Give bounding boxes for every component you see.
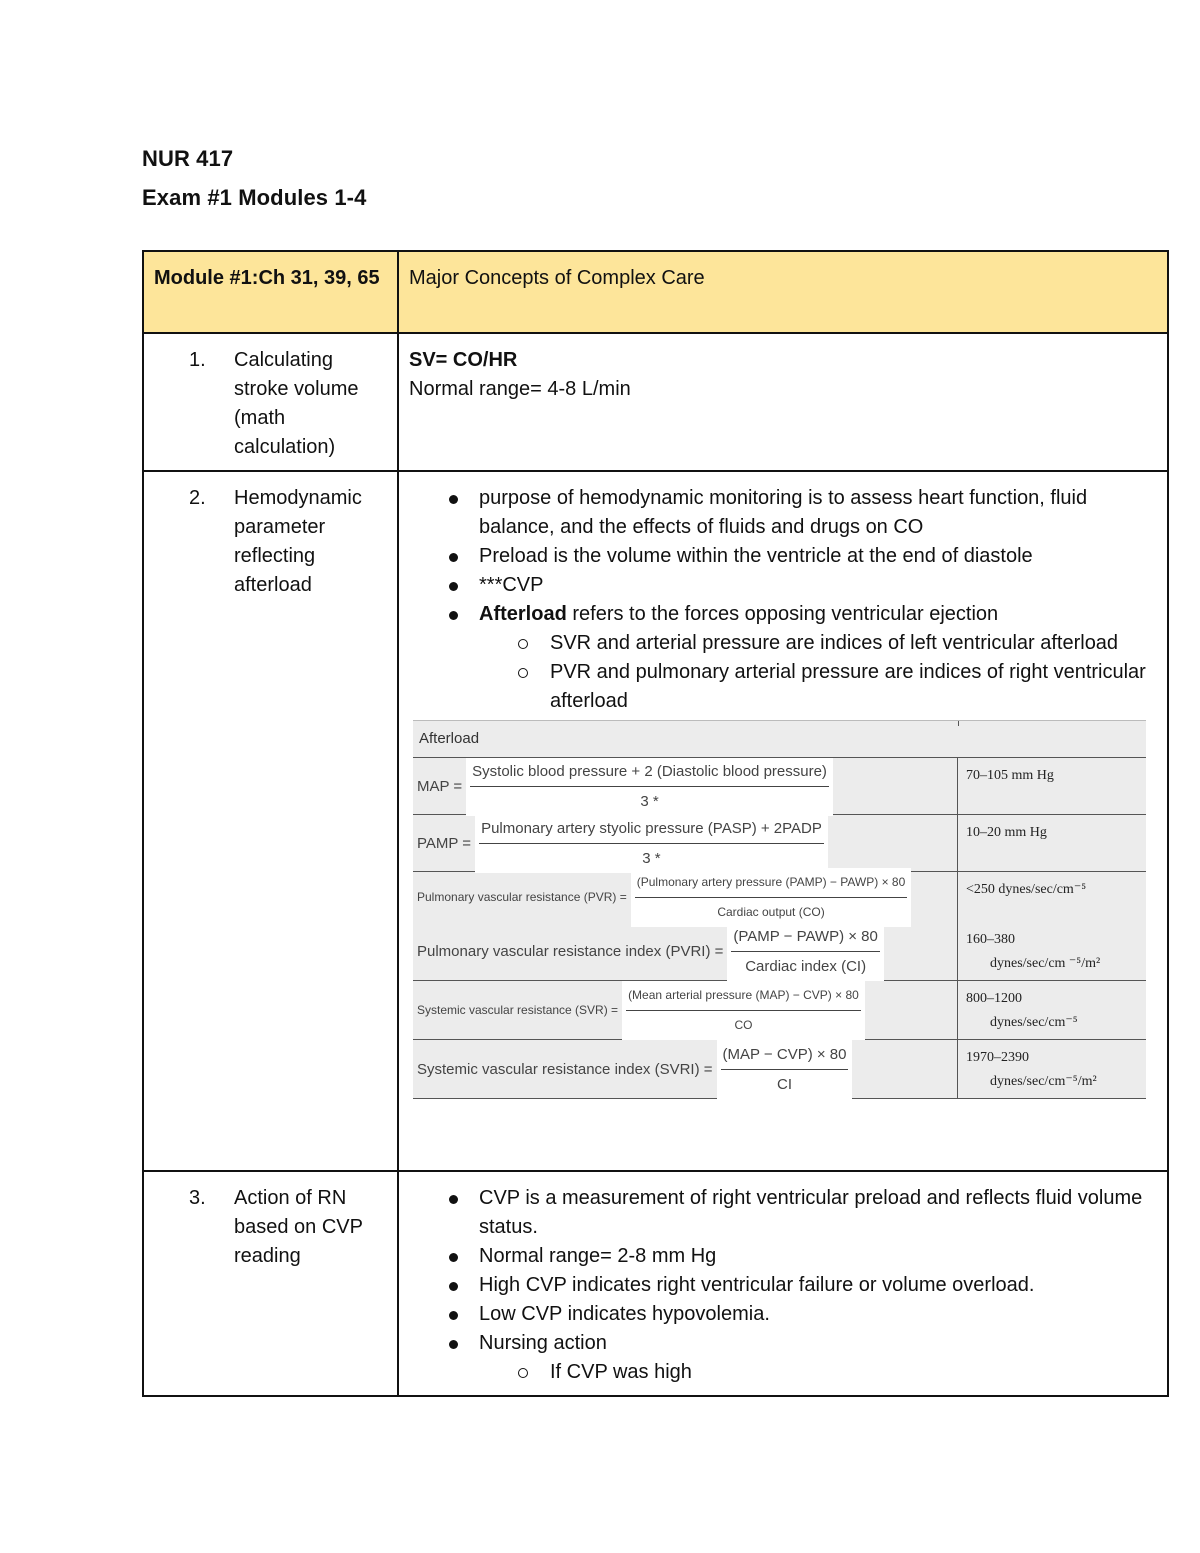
formula-denominator: 3 * <box>640 792 659 810</box>
list-item: ***CVP <box>409 571 1157 600</box>
formula-lhs: PAMP = <box>417 834 472 852</box>
content-cell <box>398 1171 1168 1396</box>
formula-denominator: Cardiac output (CO) <box>717 904 825 919</box>
formula-denominator: 3 * <box>642 849 661 867</box>
table-row <box>143 471 1168 1171</box>
topic-cell <box>143 1171 398 1396</box>
sub-bullet-list <box>479 629 1157 716</box>
list-item: If CVP was high <box>409 1358 1157 1387</box>
list-item <box>409 600 1157 716</box>
formula-denominator: CI <box>777 1075 792 1093</box>
list-item: PVR and pulmonary arterial pressure are indices of right ventricular afterload <box>409 658 1157 716</box>
topic-text: Action of RN based on CVP reading <box>234 1187 363 1267</box>
normal-range-units: dynes/sec/cm⁻⁵/m² <box>990 1074 1097 1089</box>
topic-text: Hemodynamic parameter reflecting afterload <box>234 487 362 596</box>
normal-range-units: dynes/sec/cm ⁻⁵/m² <box>990 956 1101 971</box>
normal-range-text: Normal range= 4-8 L/min <box>409 378 631 400</box>
afterload-formula-table <box>413 720 1146 1099</box>
table-row <box>143 333 1168 471</box>
formula-denominator: Cardiac index (CI) <box>745 957 867 975</box>
normal-range: 10–20 mm Hg <box>966 825 1047 840</box>
afterload-table-title: Afterload <box>413 721 1146 758</box>
normal-range: 70–105 mm Hg <box>966 768 1054 783</box>
formula-row-svri <box>413 1040 1146 1099</box>
topic-text: Calculating stroke volume (math calculation) <box>234 349 359 458</box>
content-cell <box>398 471 1168 1171</box>
formula-numerator: Pulmonary artery styolic pressure (PASP) + 2PADP <box>479 814 824 844</box>
item-number: 2. <box>189 487 206 509</box>
normal-range: 160–380 <box>966 932 1015 947</box>
item-number: 3. <box>189 1187 206 1209</box>
list-item: SVR and arterial pressure are indices of left ventricular afterload <box>409 629 1157 658</box>
formula-lhs: Pulmonary vascular resistance (PVR) = <box>417 889 627 904</box>
item-number: 1. <box>189 349 206 371</box>
list-item <box>409 1329 1157 1387</box>
formula-lhs: Pulmonary vascular resistance index (PVRI) = <box>417 942 724 960</box>
topic-cell <box>143 471 398 1171</box>
nursing-action-label: Nursing action <box>479 1332 607 1354</box>
table-header-row <box>143 251 1168 333</box>
formula-row-pvr <box>413 872 1146 922</box>
normal-range: <250 dynes/sec/cm⁻⁵ <box>966 882 1087 897</box>
course-title: NUR 417 <box>142 146 234 171</box>
bullet-list <box>409 1184 1157 1387</box>
list-item: Low CVP indicates hypovolemia. <box>409 1300 1157 1329</box>
formula-numerator: Systolic blood pressure + 2 (Diastolic blood pressure) <box>470 757 829 787</box>
table-row <box>143 1171 1168 1396</box>
normal-range: 800–1200 <box>966 991 1022 1006</box>
exam-title: Exam #1 Modules 1-4 <box>142 185 367 210</box>
module-header-cell: Module #1:Ch 31, 39, 65 <box>143 251 398 333</box>
formula-numerator: (PAMP − PAWP) × 80 <box>731 922 880 952</box>
list-item: purpose of hemodynamic monitoring is to assess heart function, fluid balance, and the effects of fluids and drugs on CO <box>409 484 1157 542</box>
afterload-term: Afterload <box>479 603 567 625</box>
list-item: Preload is the volume within the ventricle at the end of diastole <box>409 542 1157 571</box>
formula-lhs: Systemic vascular resistance index (SVRI) = <box>417 1060 713 1078</box>
formula-row-pamp <box>413 815 1146 872</box>
formula-numerator: (Pulmonary artery pressure (PAMP) − PAWP) × 80 <box>635 868 908 898</box>
formula-numerator: (MAP − CVP) × 80 <box>721 1040 849 1070</box>
concepts-header-cell: Major Concepts of Complex Care <box>398 251 1168 333</box>
formula-row-pvri <box>413 922 1146 981</box>
list-item: CVP is a measurement of right ventricular preload and reflects fluid volume status. <box>409 1184 1157 1242</box>
normal-range-units: dynes/sec/cm⁻⁵ <box>990 1015 1078 1030</box>
content-cell <box>398 333 1168 471</box>
formula-lhs: Systemic vascular resistance (SVR) = <box>417 1002 619 1017</box>
bullet-list <box>409 484 1157 716</box>
topic-cell <box>143 333 398 471</box>
formula-numerator: (Mean arterial pressure (MAP) − CVP) × 80 <box>626 981 861 1011</box>
list-item: High CVP indicates right ventricular failure or volume overload. <box>409 1271 1157 1300</box>
formula-row-svr <box>413 981 1146 1040</box>
sub-bullet-list <box>479 1358 1157 1387</box>
formula-lhs: MAP = <box>417 777 463 795</box>
formula-row-map <box>413 758 1146 815</box>
normal-range: 1970–2390 <box>966 1050 1029 1065</box>
formula-denominator: CO <box>734 1017 753 1032</box>
list-item: Normal range= 2-8 mm Hg <box>409 1242 1157 1271</box>
afterload-definition: refers to the forces opposing ventricular ejection <box>566 603 999 625</box>
stroke-volume-formula: SV= CO/HR <box>409 349 518 371</box>
study-guide-table <box>142 250 1169 1397</box>
